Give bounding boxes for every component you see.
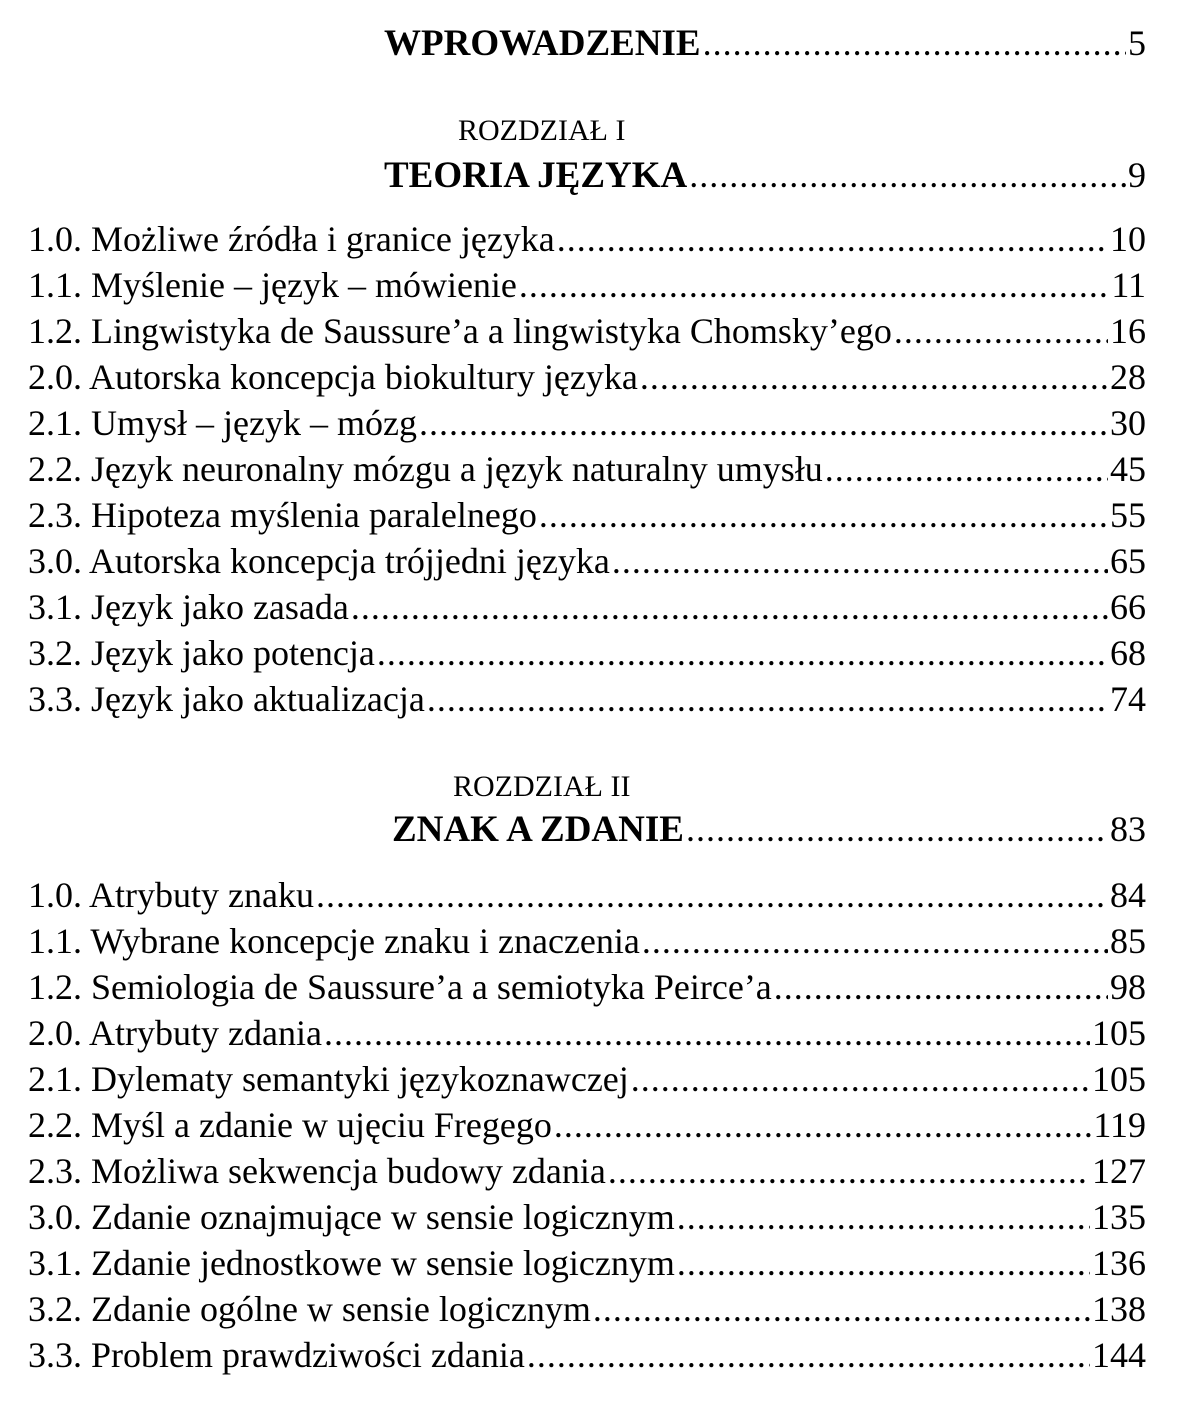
- toc-entry[interactable]: [28, 1194, 1146, 1240]
- entry-label: 2.1. Umysł – język – mózg: [28, 403, 417, 443]
- leader-dots: [557, 216, 1108, 262]
- leader-dots: [703, 20, 1126, 66]
- entry-page: 66: [1110, 587, 1146, 627]
- leader-dots: [316, 872, 1108, 918]
- leader-dots: [640, 354, 1108, 400]
- entry-page: 10: [1110, 219, 1146, 259]
- entry-label: 2.3. Możliwa sekwencja budowy zdania: [28, 1151, 606, 1191]
- leader-dots: [419, 400, 1108, 446]
- entry-page: 28: [1110, 357, 1146, 397]
- toc-entry[interactable]: [28, 630, 1146, 676]
- toc-entry[interactable]: [28, 1240, 1146, 1286]
- entry-label: 2.2. Myśl a zdanie w ujęciu Fregego: [28, 1105, 552, 1145]
- entry-page: 65: [1110, 541, 1146, 581]
- leader-dots: [612, 538, 1108, 584]
- toc-entry[interactable]: [28, 538, 1146, 584]
- entry-page: 55: [1110, 495, 1146, 535]
- entry-label: 3.1. Zdanie jednostkowe w sensie logicznym: [28, 1243, 675, 1283]
- entry-page: 136: [1092, 1243, 1146, 1283]
- toc-entry[interactable]: [28, 262, 1146, 308]
- entry-page: 127: [1092, 1151, 1146, 1191]
- entry-page: 68: [1110, 633, 1146, 673]
- toc-entry[interactable]: [28, 964, 1146, 1010]
- toc-chapter-1-entry[interactable]: [384, 152, 1146, 199]
- entry-page: 135: [1092, 1197, 1146, 1237]
- toc-entry[interactable]: [28, 308, 1146, 354]
- leader-dots: [377, 630, 1108, 676]
- leader-dots: [539, 492, 1108, 538]
- entry-label: 3.1. Język jako zasada: [28, 587, 349, 627]
- entry-label: 1.0. Możliwe źródła i granice języka: [28, 219, 555, 259]
- entry-page: 98: [1110, 967, 1146, 1007]
- chapter-2-title: ZNAK A ZDANIE: [392, 809, 684, 850]
- toc-entry[interactable]: [28, 492, 1146, 538]
- leader-dots: [642, 918, 1108, 964]
- entry-label: 1.2. Semiologia de Saussure’a a semiotyka Peirce’a: [28, 967, 772, 1007]
- entry-page: 119: [1093, 1105, 1146, 1145]
- entry-label: 3.3. Język jako aktualizacja: [28, 679, 425, 719]
- entry-page: 105: [1092, 1013, 1146, 1053]
- chapter-1-label: ROZDZIAŁ I: [458, 114, 626, 147]
- leader-dots: [825, 446, 1108, 492]
- leader-dots: [554, 1102, 1091, 1148]
- entry-page: 144: [1092, 1335, 1146, 1375]
- toc-entry[interactable]: [28, 918, 1146, 964]
- toc-entry[interactable]: [28, 1286, 1146, 1332]
- entry-page: 138: [1092, 1289, 1146, 1329]
- entry-label: 2.1. Dylematy semantyki językoznawczej: [28, 1059, 629, 1099]
- entry-page: 105: [1092, 1059, 1146, 1099]
- entry-label: 2.3. Hipoteza myślenia paralelnego: [28, 495, 537, 535]
- toc-entry[interactable]: [28, 1010, 1146, 1056]
- entry-label: 1.0. Atrybuty znaku: [28, 875, 314, 915]
- toc-entry[interactable]: [28, 1056, 1146, 1102]
- entry-label: 3.3. Problem prawdziwości zdania: [28, 1335, 525, 1375]
- chapter-1-page: 9: [1128, 155, 1146, 195]
- chapter-2-label: ROZDZIAŁ II: [453, 770, 631, 803]
- entry-label: 2.0. Atrybuty zdania: [28, 1013, 322, 1053]
- leader-dots: [677, 1240, 1090, 1286]
- entry-label: 3.0. Zdanie oznajmujące w sensie logicznym: [28, 1197, 675, 1237]
- leader-dots: [631, 1056, 1090, 1102]
- entry-page: 84: [1110, 875, 1146, 915]
- toc-entry[interactable]: [28, 1148, 1146, 1194]
- intro-page: 5: [1128, 23, 1146, 63]
- toc-entry[interactable]: [28, 400, 1146, 446]
- toc-entry[interactable]: [28, 1102, 1146, 1148]
- leader-dots: [593, 1286, 1090, 1332]
- toc-entry[interactable]: [28, 216, 1146, 262]
- entry-page: 30: [1110, 403, 1146, 443]
- leader-dots: [324, 1010, 1090, 1056]
- entry-label: 3.0. Autorska koncepcja trójjedni języka: [28, 541, 610, 581]
- leader-dots: [351, 584, 1108, 630]
- entry-label: 1.1. Myślenie – język – mówienie: [28, 265, 517, 305]
- leader-dots: [686, 806, 1108, 852]
- toc-entry[interactable]: [28, 446, 1146, 492]
- entry-label: 3.2. Zdanie ogólne w sensie logicznym: [28, 1289, 591, 1329]
- toc-entry[interactable]: [28, 872, 1146, 918]
- entry-label: 2.2. Język neuronalny mózgu a język naturalny umysłu: [28, 449, 823, 489]
- entry-page: 45: [1110, 449, 1146, 489]
- entry-label: 3.2. Język jako potencja: [28, 633, 375, 673]
- entry-page: 85: [1110, 921, 1146, 961]
- leader-dots: [677, 1194, 1090, 1240]
- chapter-1-title: TEORIA JĘZYKA: [384, 155, 688, 196]
- leader-dots: [894, 308, 1108, 354]
- leader-dots: [527, 1332, 1090, 1378]
- entry-page: 16: [1110, 311, 1146, 351]
- toc-entry[interactable]: [28, 676, 1146, 722]
- leader-dots: [427, 676, 1108, 722]
- entry-page: 11: [1111, 265, 1146, 305]
- leader-dots: [519, 262, 1109, 308]
- entry-label: 1.1. Wybrane koncepcje znaku i znaczenia: [28, 921, 640, 961]
- entry-page: 74: [1110, 679, 1146, 719]
- entry-label: 2.0. Autorska koncepcja biokultury języka: [28, 357, 638, 397]
- toc-chapter-2-entry[interactable]: [392, 806, 1146, 853]
- chapter-2-page: 83: [1110, 809, 1146, 849]
- intro-title: WPROWADZENIE: [384, 23, 701, 64]
- toc-entry[interactable]: [28, 584, 1146, 630]
- toc-intro-entry[interactable]: [384, 20, 1146, 67]
- entry-label: 1.2. Lingwistyka de Saussure’a a lingwistyka Chomsky’ego: [28, 311, 892, 351]
- leader-dots: [774, 964, 1108, 1010]
- leader-dots: [689, 152, 1126, 198]
- toc-entry[interactable]: [28, 1332, 1146, 1378]
- toc-entry[interactable]: [28, 354, 1146, 400]
- leader-dots: [608, 1148, 1090, 1194]
